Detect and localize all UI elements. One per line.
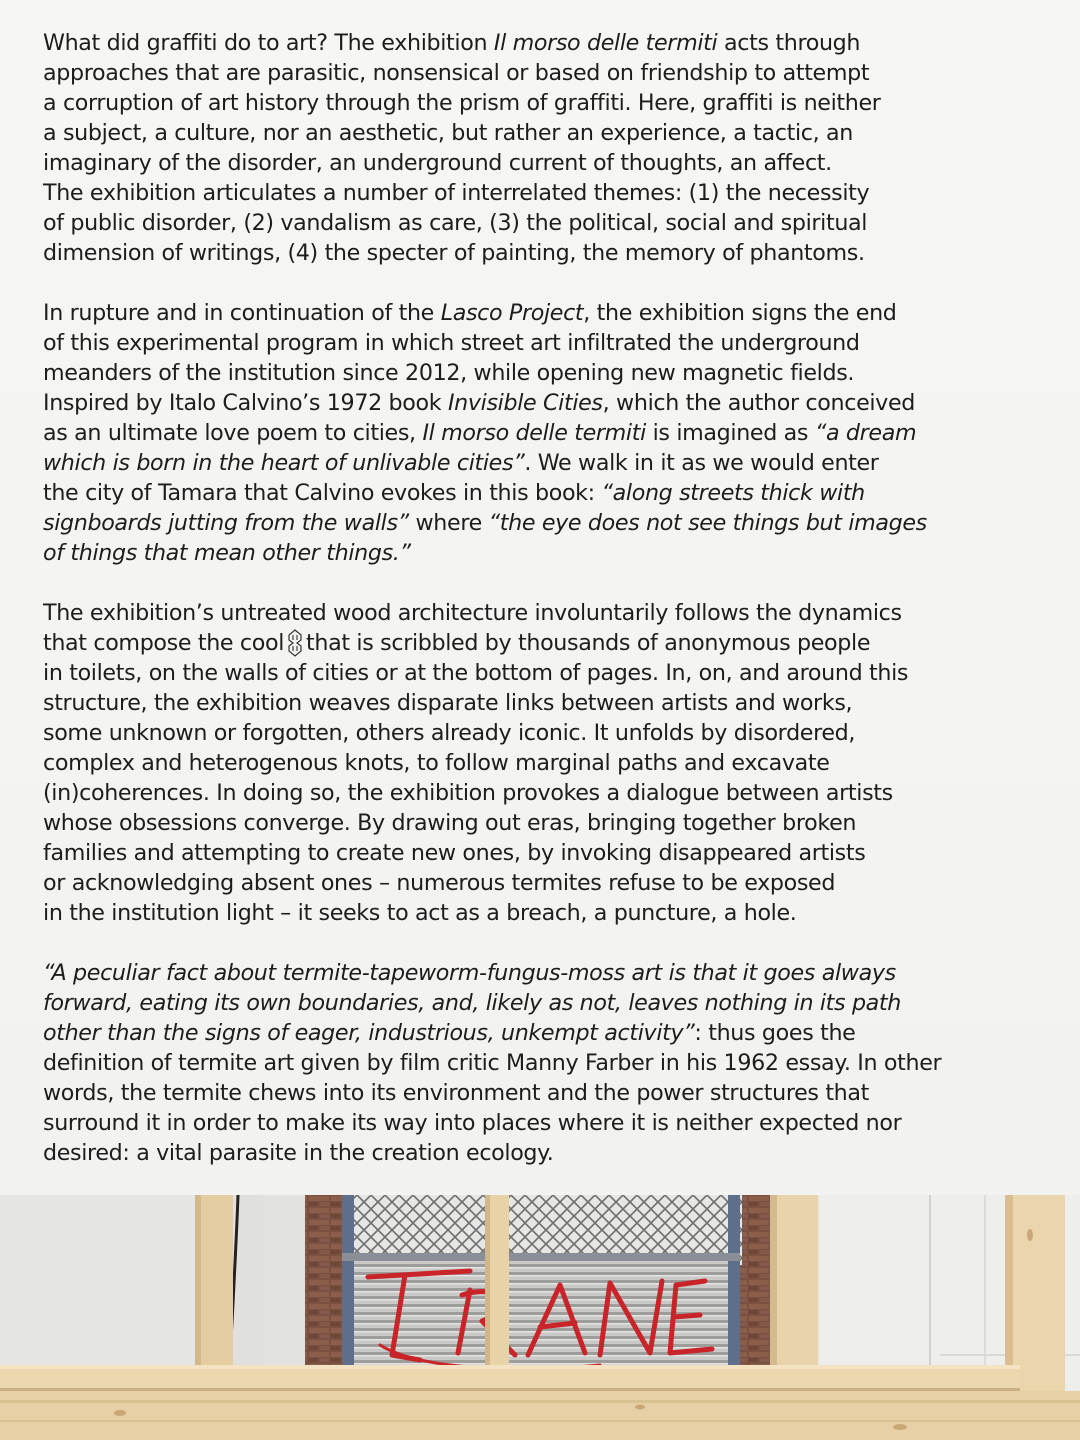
italic-text: forward, eating its own boundaries, and, likely as not, leaves nothing in its path (43, 990, 901, 1016)
text-line (43, 178, 1073, 208)
text-segment: : thus goes the (694, 1020, 856, 1046)
text-segment: is imagined as (645, 420, 815, 446)
text-segment: as an ultimate love poem to cities, (43, 420, 423, 446)
text-line (43, 1048, 1073, 1078)
italic-text: Lasco Project (440, 300, 584, 326)
paragraph-4 (43, 958, 1073, 1168)
text-segment: The exhibition articulates a number of interrelated themes: (1) the necessity (43, 180, 870, 206)
text-segment: dimension of writings, (4) the specter of painting, the memory of phantoms. (43, 240, 865, 266)
text-line (43, 1108, 1073, 1138)
text-line (43, 778, 1073, 808)
italic-text: Il morso delle termiti (493, 30, 718, 56)
text-line (43, 208, 1073, 238)
text-line (43, 298, 1073, 328)
text-line (43, 478, 1073, 508)
text-segment: of public disorder, (2) vandalism as care, (3) the political, social and spiritual (43, 210, 868, 236)
text-line (43, 508, 1073, 538)
text-segment: structure, the exhibition weaves disparate links between artists and works, (43, 690, 853, 716)
text-segment: (in)coherences. In doing so, the exhibition provokes a dialogue between artists (43, 780, 893, 806)
text-segment: definition of termite art given by film critic Manny Farber in his 1962 essay. In other (43, 1050, 942, 1076)
text-line (43, 1138, 1073, 1168)
text-line (43, 238, 1073, 268)
text-segment: that is scribbled by thousands of anonymous people (306, 630, 871, 656)
text-line (43, 148, 1073, 178)
text-segment: The exhibition’s untreated wood architecture involuntarily follows the dynamics (43, 600, 902, 626)
text-segment: approaches that are parasitic, nonsensical or based on friendship to attempt (43, 60, 870, 86)
text-line (43, 868, 1073, 898)
text-line (43, 118, 1073, 148)
exhibition-text (43, 28, 1073, 1198)
italic-text: other than the signs of eager, industrious, unkempt activity” (43, 1020, 695, 1046)
text-segment: meanders of the institution since 2012, while opening new magnetic fields. (43, 360, 855, 386)
text-segment: . We walk in it as we would enter (524, 450, 879, 476)
text-line (43, 448, 1073, 478)
installation-photo (0, 1195, 1080, 1440)
text-line (43, 838, 1073, 868)
text-line (43, 808, 1073, 838)
text-segment: in the institution light – it seeks to act as a breach, a puncture, a hole. (43, 900, 797, 926)
text-line (43, 58, 1073, 88)
text-segment: , the exhibition signs the end (583, 300, 897, 326)
text-line (43, 688, 1073, 718)
cool-s-icon (286, 629, 304, 657)
text-line (43, 958, 1073, 988)
text-segment: complex and heterogenous knots, to follow marginal paths and excavate (43, 750, 830, 776)
text-line (43, 538, 1073, 568)
text-line (43, 88, 1073, 118)
text-segment: of this experimental program in which street art infiltrated the underground (43, 330, 860, 356)
text-segment: , which the author conceived (602, 390, 915, 416)
text-segment: acts through (717, 30, 861, 56)
text-line (43, 628, 1073, 658)
text-segment: the city of Tamara that Calvino evokes in this book: (43, 480, 602, 506)
text-segment: In rupture and in continuation of the (43, 300, 441, 326)
text-segment: in toilets, on the walls of cities or at the bottom of pages. In, on, and around this (43, 660, 909, 686)
text-segment: imaginary of the disorder, an underground current of thoughts, an affect. (43, 150, 832, 176)
italic-text: “the eye does not see things but images (488, 510, 927, 536)
text-line (43, 988, 1073, 1018)
text-line (43, 748, 1073, 778)
text-segment: a corruption of art history through the prism of graffiti. Here, graffiti is neither (43, 90, 881, 116)
italic-text: Il morso delle termiti (422, 420, 646, 446)
text-segment: whose obsessions converge. By drawing out eras, bringing together broken (43, 810, 857, 836)
text-segment: that compose the cool (43, 630, 285, 656)
text-line (43, 1018, 1073, 1048)
italic-text: “along streets thick with (601, 480, 865, 506)
italic-text: Invisible Cities (447, 390, 603, 416)
italic-text: “a dream (814, 420, 917, 446)
paragraph-2 (43, 298, 1073, 568)
italic-text: which is born in the heart of unlivable cities” (43, 450, 525, 476)
paragraph-1 (43, 28, 1073, 268)
text-line (43, 328, 1073, 358)
text-segment: some unknown or forgotten, others already iconic. It unfolds by disordered, (43, 720, 856, 746)
text-segment: Inspired by Italo Calvino’s 1972 book (43, 390, 448, 416)
text-line (43, 388, 1073, 418)
text-line (43, 598, 1073, 628)
paragraph-3 (43, 598, 1073, 928)
italic-text: signboards jutting from the walls” (43, 510, 409, 536)
italic-text: “A peculiar fact about termite-tapeworm-fungus-moss art is that it goes always (43, 960, 896, 986)
text-line (43, 1078, 1073, 1108)
text-segment: a subject, a culture, nor an aesthetic, but rather an experience, a tactic, an (43, 120, 853, 146)
text-line (43, 358, 1073, 388)
text-segment: or acknowledging absent ones – numerous termites refuse to be exposed (43, 870, 836, 896)
text-segment: desired: a vital parasite in the creation ecology. (43, 1140, 554, 1166)
text-line (43, 418, 1073, 448)
text-line (43, 28, 1073, 58)
text-segment: where (408, 510, 489, 536)
text-segment: families and attempting to create new ones, by invoking disappeared artists (43, 840, 866, 866)
text-segment: surround it in order to make its way into places where it is neither expected nor (43, 1110, 902, 1136)
text-line (43, 898, 1073, 928)
text-segment: What did graffiti do to art? The exhibition (43, 30, 494, 56)
text-line (43, 718, 1073, 748)
text-segment: words, the termite chews into its environment and the power structures that (43, 1080, 869, 1106)
italic-text: of things that mean other things.” (43, 540, 411, 566)
text-line (43, 658, 1073, 688)
